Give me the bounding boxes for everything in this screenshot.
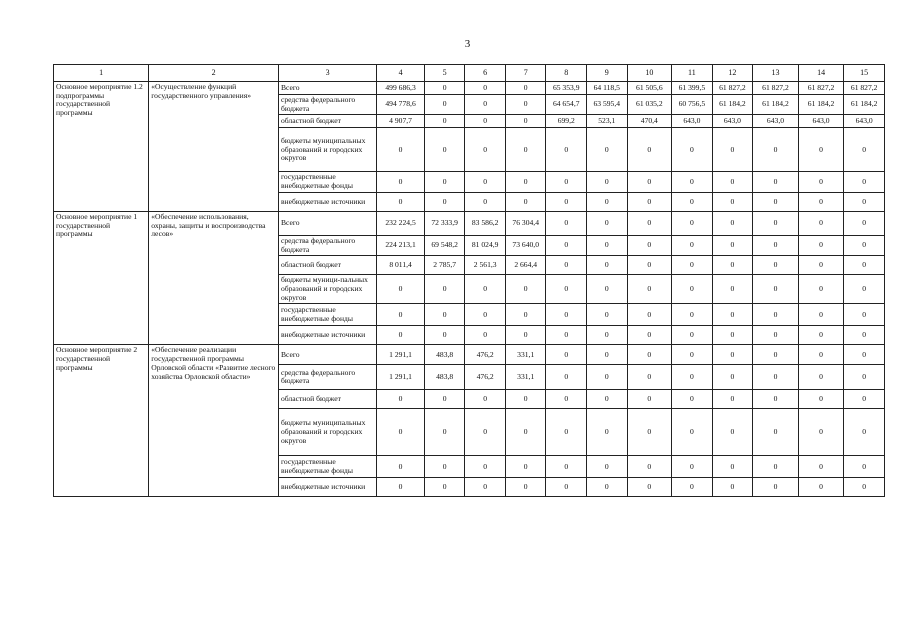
- value-cell: 0: [546, 256, 587, 275]
- value-cell: 0: [672, 172, 713, 192]
- value-cell: 0: [546, 235, 587, 255]
- funding-source-cell: средства федерального бюджета: [278, 365, 376, 390]
- value-cell: 0: [712, 192, 753, 211]
- value-cell: 61 399,5: [672, 82, 713, 95]
- event-cell: Основное мероприятие 2 государственной программы: [54, 345, 149, 497]
- value-cell: 0: [627, 365, 672, 390]
- value-cell: 0: [587, 128, 628, 172]
- value-cell: 0: [798, 345, 844, 365]
- header-cell: 1: [54, 65, 149, 82]
- value-cell: 0: [505, 82, 546, 95]
- value-cell: 331,1: [505, 365, 546, 390]
- value-cell: 0: [505, 478, 546, 497]
- value-cell: 61 035,2: [627, 95, 672, 115]
- value-cell: 61 505,6: [627, 82, 672, 95]
- table-row: [54, 345, 885, 365]
- value-cell: 0: [753, 304, 799, 326]
- value-cell: 61 184,2: [712, 95, 753, 115]
- value-cell: 0: [798, 390, 844, 409]
- value-cell: 0: [712, 235, 753, 255]
- value-cell: 0: [627, 128, 672, 172]
- value-cell: 0: [587, 365, 628, 390]
- header-cell: 14: [798, 65, 844, 82]
- value-cell: 0: [546, 211, 587, 235]
- value-cell: 0: [627, 256, 672, 275]
- value-cell: 81 024,9: [465, 235, 506, 255]
- value-cell: 0: [672, 304, 713, 326]
- value-cell: 0: [465, 192, 506, 211]
- value-cell: 0: [424, 409, 465, 456]
- funding-source-cell: областной бюджет: [278, 115, 376, 128]
- header-cell: 13: [753, 65, 799, 82]
- value-cell: 0: [587, 275, 628, 304]
- value-cell: 63 595,4: [587, 95, 628, 115]
- value-cell: 0: [546, 456, 587, 478]
- value-cell: 0: [505, 304, 546, 326]
- value-cell: 0: [465, 128, 506, 172]
- value-cell: 0: [424, 172, 465, 192]
- value-cell: 0: [377, 478, 425, 497]
- value-cell: 61 827,2: [844, 82, 885, 95]
- value-cell: 0: [844, 326, 885, 345]
- value-cell: 0: [798, 365, 844, 390]
- value-cell: 2 785,7: [424, 256, 465, 275]
- value-cell: 0: [587, 211, 628, 235]
- event-cell: Основное мероприятие 1.2 подпрограммы государственной программы: [54, 82, 149, 212]
- value-cell: 0: [627, 345, 672, 365]
- value-cell: 0: [465, 275, 506, 304]
- value-cell: 61 184,2: [798, 95, 844, 115]
- value-cell: 0: [377, 172, 425, 192]
- funding-source-cell: государственные внебюджетные фонды: [278, 172, 376, 192]
- value-cell: 0: [546, 409, 587, 456]
- funding-source-cell: бюджеты муниципальных образований и городских округов: [278, 128, 376, 172]
- value-cell: 0: [546, 478, 587, 497]
- table-row: [54, 211, 885, 235]
- value-cell: 0: [672, 256, 713, 275]
- value-cell: 0: [377, 326, 425, 345]
- value-cell: 64 654,7: [546, 95, 587, 115]
- value-cell: 0: [546, 390, 587, 409]
- value-cell: 499 686,3: [377, 82, 425, 95]
- value-cell: 0: [672, 365, 713, 390]
- value-cell: 0: [844, 365, 885, 390]
- value-cell: 0: [377, 275, 425, 304]
- value-cell: 0: [587, 390, 628, 409]
- value-cell: 0: [377, 390, 425, 409]
- value-cell: 0: [465, 456, 506, 478]
- value-cell: 0: [546, 365, 587, 390]
- value-cell: 0: [844, 456, 885, 478]
- value-cell: 0: [712, 390, 753, 409]
- value-cell: 224 213,1: [377, 235, 425, 255]
- value-cell: 0: [844, 478, 885, 497]
- value-cell: 0: [672, 478, 713, 497]
- value-cell: 0: [753, 275, 799, 304]
- value-cell: 0: [424, 95, 465, 115]
- value-cell: 0: [798, 456, 844, 478]
- value-cell: 0: [627, 304, 672, 326]
- value-cell: 0: [505, 192, 546, 211]
- value-cell: 0: [753, 365, 799, 390]
- funding-source-cell: средства федерального бюджета: [278, 95, 376, 115]
- value-cell: 0: [627, 275, 672, 304]
- value-cell: 4 907,7: [377, 115, 425, 128]
- value-cell: 331,1: [505, 345, 546, 365]
- value-cell: 0: [546, 345, 587, 365]
- value-cell: 0: [798, 172, 844, 192]
- value-cell: 0: [753, 478, 799, 497]
- value-cell: 0: [844, 256, 885, 275]
- value-cell: 69 548,2: [424, 235, 465, 255]
- value-cell: 0: [798, 326, 844, 345]
- value-cell: 0: [753, 192, 799, 211]
- value-cell: 0: [465, 304, 506, 326]
- value-cell: 0: [546, 275, 587, 304]
- value-cell: 0: [844, 390, 885, 409]
- value-cell: 0: [672, 192, 713, 211]
- funding-source-cell: внебюджетные источники: [278, 192, 376, 211]
- value-cell: 0: [672, 456, 713, 478]
- value-cell: 0: [465, 390, 506, 409]
- value-cell: 0: [505, 172, 546, 192]
- value-cell: 0: [753, 390, 799, 409]
- value-cell: 0: [627, 456, 672, 478]
- value-cell: 83 586,2: [465, 211, 506, 235]
- value-cell: 0: [424, 390, 465, 409]
- value-cell: 523,1: [587, 115, 628, 128]
- value-cell: 0: [546, 192, 587, 211]
- value-cell: 61 827,2: [798, 82, 844, 95]
- value-cell: 0: [377, 304, 425, 326]
- value-cell: 0: [424, 192, 465, 211]
- value-cell: 0: [753, 235, 799, 255]
- value-cell: 494 778,6: [377, 95, 425, 115]
- value-cell: 0: [424, 115, 465, 128]
- value-cell: 0: [546, 128, 587, 172]
- value-cell: 0: [587, 304, 628, 326]
- value-cell: 0: [505, 409, 546, 456]
- value-cell: 0: [587, 256, 628, 275]
- value-cell: 0: [712, 172, 753, 192]
- value-cell: 0: [505, 456, 546, 478]
- value-cell: 0: [753, 456, 799, 478]
- funding-source-cell: бюджеты муници-пальных образований и городских округов: [278, 275, 376, 304]
- value-cell: 0: [672, 390, 713, 409]
- value-cell: 0: [712, 128, 753, 172]
- value-cell: 0: [753, 409, 799, 456]
- funding-source-cell: Всего: [278, 82, 376, 95]
- value-cell: 476,2: [465, 345, 506, 365]
- value-cell: 72 333,9: [424, 211, 465, 235]
- value-cell: 0: [844, 235, 885, 255]
- value-cell: 0: [587, 345, 628, 365]
- value-cell: 0: [844, 409, 885, 456]
- value-cell: 0: [672, 326, 713, 345]
- value-cell: 643,0: [798, 115, 844, 128]
- funding-source-cell: государственные внебюджетные фонды: [278, 304, 376, 326]
- funding-source-cell: Всего: [278, 211, 376, 235]
- value-cell: 1 291,1: [377, 365, 425, 390]
- value-cell: 0: [587, 409, 628, 456]
- value-cell: 73 640,0: [505, 235, 546, 255]
- financing-table: [53, 64, 885, 497]
- value-cell: 0: [798, 128, 844, 172]
- header-cell: 10: [627, 65, 672, 82]
- value-cell: 0: [753, 128, 799, 172]
- value-cell: 2 561,3: [465, 256, 506, 275]
- value-cell: 0: [465, 115, 506, 128]
- value-cell: 0: [424, 304, 465, 326]
- value-cell: 0: [627, 192, 672, 211]
- value-cell: 0: [753, 172, 799, 192]
- header-cell: 12: [712, 65, 753, 82]
- value-cell: 0: [712, 326, 753, 345]
- value-cell: 2 664,4: [505, 256, 546, 275]
- value-cell: 0: [844, 192, 885, 211]
- value-cell: 0: [627, 409, 672, 456]
- value-cell: 0: [627, 478, 672, 497]
- value-cell: 1 291,1: [377, 345, 425, 365]
- value-cell: 643,0: [712, 115, 753, 128]
- header-cell: 4: [377, 65, 425, 82]
- value-cell: 0: [424, 478, 465, 497]
- value-cell: 0: [798, 211, 844, 235]
- value-cell: 643,0: [672, 115, 713, 128]
- value-cell: 0: [712, 345, 753, 365]
- table-row: [54, 82, 885, 95]
- header-row: [54, 65, 885, 82]
- value-cell: 0: [798, 192, 844, 211]
- event-name-cell: «Обеспечение реализации государственной программы Орловской области «Развитие лесного хозяйства Орловской области»: [149, 345, 279, 497]
- value-cell: 0: [587, 192, 628, 211]
- value-cell: 483,8: [424, 365, 465, 390]
- value-cell: 0: [627, 172, 672, 192]
- value-cell: 0: [712, 409, 753, 456]
- value-cell: 0: [424, 326, 465, 345]
- funding-source-cell: внебюджетные источники: [278, 326, 376, 345]
- value-cell: 0: [712, 256, 753, 275]
- header-cell: 7: [505, 65, 546, 82]
- value-cell: 0: [712, 478, 753, 497]
- value-cell: 470,4: [627, 115, 672, 128]
- value-cell: 643,0: [844, 115, 885, 128]
- value-cell: 0: [753, 345, 799, 365]
- value-cell: 0: [505, 275, 546, 304]
- value-cell: 0: [672, 235, 713, 255]
- value-cell: 0: [627, 211, 672, 235]
- value-cell: 0: [753, 211, 799, 235]
- value-cell: 0: [844, 275, 885, 304]
- value-cell: 0: [712, 304, 753, 326]
- value-cell: 0: [587, 478, 628, 497]
- event-cell: Основное мероприятие 1 государственной программы: [54, 211, 149, 345]
- value-cell: 0: [672, 345, 713, 365]
- header-cell: 2: [149, 65, 279, 82]
- value-cell: 0: [505, 95, 546, 115]
- value-cell: 0: [377, 456, 425, 478]
- value-cell: 0: [546, 326, 587, 345]
- value-cell: 483,8: [424, 345, 465, 365]
- value-cell: 0: [587, 172, 628, 192]
- value-cell: 476,2: [465, 365, 506, 390]
- header-cell: 6: [465, 65, 506, 82]
- value-cell: 0: [587, 326, 628, 345]
- value-cell: 0: [377, 192, 425, 211]
- funding-source-cell: государственные внебюджетные фонды: [278, 456, 376, 478]
- value-cell: 0: [798, 478, 844, 497]
- value-cell: 0: [627, 390, 672, 409]
- funding-source-cell: бюджеты муниципальных образований и городских округов: [278, 409, 376, 456]
- value-cell: 0: [672, 409, 713, 456]
- value-cell: 0: [587, 456, 628, 478]
- value-cell: 232 224,5: [377, 211, 425, 235]
- value-cell: 0: [844, 304, 885, 326]
- value-cell: 0: [844, 345, 885, 365]
- value-cell: 0: [798, 409, 844, 456]
- value-cell: 0: [798, 275, 844, 304]
- value-cell: 0: [672, 275, 713, 304]
- value-cell: 0: [798, 256, 844, 275]
- value-cell: 61 184,2: [844, 95, 885, 115]
- value-cell: 699,2: [546, 115, 587, 128]
- value-cell: 0: [424, 128, 465, 172]
- value-cell: 0: [465, 326, 506, 345]
- value-cell: 8 011,4: [377, 256, 425, 275]
- funding-source-cell: внебюджетные источники: [278, 478, 376, 497]
- header-cell: 5: [424, 65, 465, 82]
- value-cell: 0: [844, 211, 885, 235]
- value-cell: 0: [505, 128, 546, 172]
- value-cell: 76 304,4: [505, 211, 546, 235]
- value-cell: 65 353,9: [546, 82, 587, 95]
- value-cell: 0: [672, 211, 713, 235]
- value-cell: 0: [505, 390, 546, 409]
- value-cell: 0: [505, 115, 546, 128]
- value-cell: 0: [798, 304, 844, 326]
- value-cell: 0: [377, 409, 425, 456]
- value-cell: 0: [844, 128, 885, 172]
- value-cell: 0: [672, 128, 713, 172]
- funding-source-cell: Всего: [278, 345, 376, 365]
- value-cell: 0: [465, 95, 506, 115]
- value-cell: 0: [546, 304, 587, 326]
- funding-source-cell: областной бюджет: [278, 390, 376, 409]
- funding-source-cell: областной бюджет: [278, 256, 376, 275]
- event-name-cell: «Обеспечение использования, охраны, защиты и воспроизводства лесов»: [149, 211, 279, 345]
- value-cell: 64 118,5: [587, 82, 628, 95]
- header-cell: 9: [587, 65, 628, 82]
- value-cell: 0: [505, 326, 546, 345]
- value-cell: 0: [465, 82, 506, 95]
- header-cell: 8: [546, 65, 587, 82]
- value-cell: 61 184,2: [753, 95, 799, 115]
- value-cell: 0: [712, 275, 753, 304]
- value-cell: 643,0: [753, 115, 799, 128]
- value-cell: 0: [627, 235, 672, 255]
- header-cell: 11: [672, 65, 713, 82]
- value-cell: 0: [798, 235, 844, 255]
- value-cell: 61 827,2: [753, 82, 799, 95]
- value-cell: 0: [377, 128, 425, 172]
- header-cell: 3: [278, 65, 376, 82]
- value-cell: 0: [753, 326, 799, 345]
- value-cell: 61 827,2: [712, 82, 753, 95]
- value-cell: 0: [546, 172, 587, 192]
- value-cell: 0: [465, 478, 506, 497]
- value-cell: 60 756,5: [672, 95, 713, 115]
- value-cell: 0: [712, 456, 753, 478]
- value-cell: 0: [465, 172, 506, 192]
- funding-source-cell: средства федерального бюджета: [278, 235, 376, 255]
- value-cell: 0: [627, 326, 672, 345]
- value-cell: 0: [712, 365, 753, 390]
- page-number: 3: [464, 38, 471, 50]
- value-cell: 0: [587, 235, 628, 255]
- value-cell: 0: [465, 409, 506, 456]
- event-name-cell: «Осуществление функций государственного управления»: [149, 82, 279, 212]
- value-cell: 0: [844, 172, 885, 192]
- value-cell: 0: [424, 275, 465, 304]
- value-cell: 0: [712, 211, 753, 235]
- value-cell: 0: [753, 256, 799, 275]
- header-cell: 15: [844, 65, 885, 82]
- value-cell: 0: [424, 82, 465, 95]
- value-cell: 0: [424, 456, 465, 478]
